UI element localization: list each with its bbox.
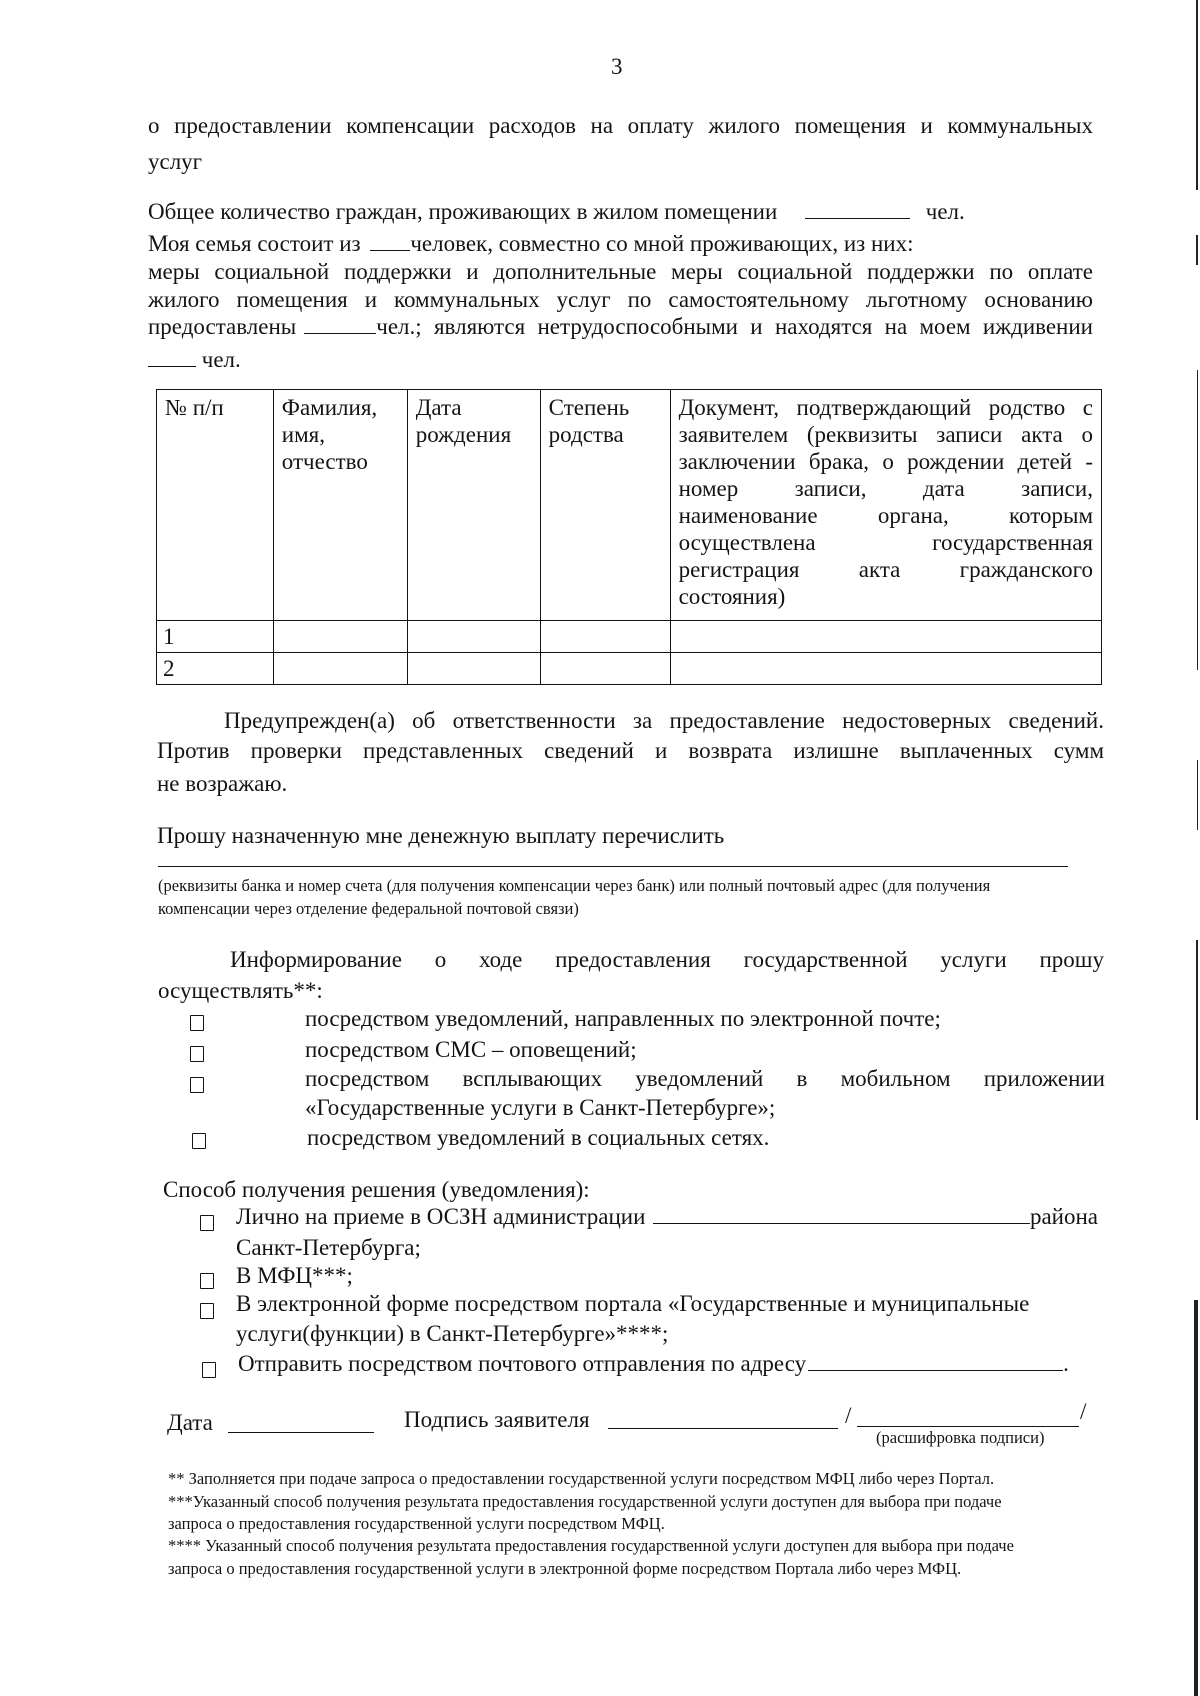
informing-option-email: посредством уведомлений, направленных по электронной почте; xyxy=(305,1006,941,1031)
decision-option-portal-2: услуги(функции) в Санкт-Петербурге»****; xyxy=(236,1321,669,1346)
informing-option-push-app: «Государственные услуги в Санкт-Петербурге»; xyxy=(305,1095,776,1120)
header-relation: Степень родства xyxy=(540,390,670,621)
page-number: 3 xyxy=(611,54,623,79)
sms-checkbox[interactable] xyxy=(190,1046,204,1062)
table-row xyxy=(157,653,1102,685)
warning-line-3: не возражаю. xyxy=(157,771,288,796)
household-total-label: Общее количество граждан, проживающих в жилом помещении xyxy=(148,199,778,224)
in-person-checkbox[interactable] xyxy=(200,1215,214,1231)
warning-line-1: Предупрежден(а) об ответственности за предоставление недостоверных сведений. xyxy=(224,708,1104,733)
provided-blank[interactable] xyxy=(304,315,376,334)
header-full-name: Фамилия, имя, отчество xyxy=(273,390,407,621)
signature-slash-1: / xyxy=(845,1403,852,1428)
district-blank[interactable] xyxy=(653,1205,1030,1224)
row-cell[interactable] xyxy=(670,653,1101,685)
household-line-3: меры социальной поддержки и дополнительные меры социальной поддержки по оплате xyxy=(148,259,1093,284)
footnote-2-cont: запроса о предоставления государственной услуги посредством МФЦ. xyxy=(168,1514,665,1533)
mail-checkbox[interactable] xyxy=(202,1362,216,1378)
decision-option-mail xyxy=(238,1350,1100,1378)
payment-details-blank[interactable] xyxy=(158,866,1068,867)
payment-request: Прошу назначенную мне денежную выплату перечислить xyxy=(157,823,725,848)
family-size-blank[interactable] xyxy=(370,232,410,251)
payment-hint-line-1: (реквизиты банка и номер счета (для получения компенсации через банк) или полный почтовый адрес (для получения xyxy=(158,876,991,895)
header-number: № п/п xyxy=(157,390,274,621)
signature-label: Подпись заявителя xyxy=(404,1407,590,1432)
household-total-unit: чел. xyxy=(925,199,965,224)
family-members-table xyxy=(156,389,1102,685)
row-cell[interactable] xyxy=(540,653,670,685)
footnote-3-cont: запроса о предоставления государственной услуги в электронной форме посредством Портала либо через МФЦ. xyxy=(168,1559,962,1578)
mail-period: . xyxy=(1063,1351,1069,1376)
row-number: 2 xyxy=(157,653,274,685)
push-checkbox[interactable] xyxy=(190,1077,204,1093)
warning-line-2: Против проверки представленных сведений и возврата излишне выплаченных сумм xyxy=(157,738,1104,763)
payment-hint-line-2: компенсации через отделение федеральной почтовой связи) xyxy=(158,899,579,918)
row-cell[interactable] xyxy=(273,621,407,653)
decision-option-portal: В электронной форме посредством портала «Государственные и муниципальные xyxy=(236,1291,1030,1316)
header-kinship-document: Документ, подтверждающий родство с заявителем (реквизиты записи акта о заключении брака, о рождении детей - номер записи, дата записи, наименование органа, которым осуществлена государственная регистрация акта гражданского состояния) xyxy=(670,390,1101,621)
signature-decode-hint: (расшифровка подписи) xyxy=(876,1428,1045,1447)
decision-option-in-person xyxy=(236,1203,1098,1231)
household-total-line xyxy=(148,198,965,226)
signature-blank[interactable] xyxy=(608,1428,838,1429)
in-person-prefix: Лично на приеме в ОСЗН администрации xyxy=(236,1204,646,1229)
row-cell[interactable] xyxy=(670,621,1101,653)
header-birth-date: Дата рождения xyxy=(407,390,540,621)
signature-slash-2: / xyxy=(1080,1399,1087,1424)
dependents-unit: чел. xyxy=(201,347,241,372)
social-checkbox[interactable] xyxy=(192,1133,206,1149)
informing-line-1: Информирование о ходе предоставления государственной услуги прошу xyxy=(230,947,1104,972)
mail-address-blank[interactable] xyxy=(808,1352,1063,1371)
informing-line-2: осуществлять**: xyxy=(158,978,323,1003)
row-cell[interactable] xyxy=(540,621,670,653)
date-label: Дата xyxy=(167,1410,213,1435)
email-checkbox[interactable] xyxy=(190,1015,204,1031)
row-cell[interactable] xyxy=(407,621,540,653)
footnote-1: ** Заполняется при подаче запроса о предоставлении государственной услуги посредством МФЦ либо через Портал. xyxy=(168,1469,995,1488)
decision-option-mfc: В МФЦ***; xyxy=(236,1263,353,1288)
row-cell[interactable] xyxy=(407,653,540,685)
family-size-prefix: Моя семья состоит из xyxy=(148,231,361,256)
intro-line-1: о предоставлении компенсации расходов на оплату жилого помещения и коммунальных xyxy=(148,113,1093,138)
family-size-line xyxy=(148,230,913,258)
footnote-2: ***Указанный способ получения результата предоставления государственной услуги доступен для выбора при подаче xyxy=(168,1492,1002,1511)
household-line-4: жилого помещения и коммунальных услуг по самостоятельному льготному основанию xyxy=(148,287,1093,312)
row-cell[interactable] xyxy=(273,653,407,685)
footnote-3: **** Указанный способ получения результата предоставления государственной услуги доступен для выбора при подаче xyxy=(168,1536,1014,1555)
family-size-suffix: человек, совместно со мной проживающих, из них: xyxy=(410,231,914,256)
dependents-blank[interactable] xyxy=(148,348,196,367)
mfc-checkbox[interactable] xyxy=(200,1273,214,1289)
household-total-blank[interactable] xyxy=(805,200,910,219)
portal-checkbox[interactable] xyxy=(200,1303,214,1319)
informing-option-push: посредством всплывающих уведомлений в мобильном приложении xyxy=(305,1066,1105,1091)
household-provided-line xyxy=(148,313,1093,341)
table-row xyxy=(157,621,1102,653)
intro-line-2: услуг xyxy=(148,149,203,174)
table-header-row xyxy=(157,390,1102,621)
scan-edge-artifact xyxy=(1192,0,1200,1696)
dependents-line xyxy=(148,346,241,374)
row-number: 1 xyxy=(157,621,274,653)
mail-label: Отправить посредством почтового отправления по адресу xyxy=(238,1351,807,1376)
date-blank[interactable] xyxy=(228,1432,374,1433)
informing-option-sms: посредством СМС – оповещений; xyxy=(305,1037,637,1062)
informing-option-social: посредством уведомлений в социальных сетях. xyxy=(307,1125,770,1150)
provided-suffix: чел.; являются нетрудоспособными и находятся на моем иждивении xyxy=(376,314,1093,339)
in-person-suffix: района xyxy=(1029,1204,1098,1229)
provided-prefix: предоставлены xyxy=(148,314,297,339)
decision-title: Способ получения решения (уведомления): xyxy=(163,1177,590,1202)
decision-option-in-person-city: Санкт-Петербурга; xyxy=(236,1235,421,1260)
